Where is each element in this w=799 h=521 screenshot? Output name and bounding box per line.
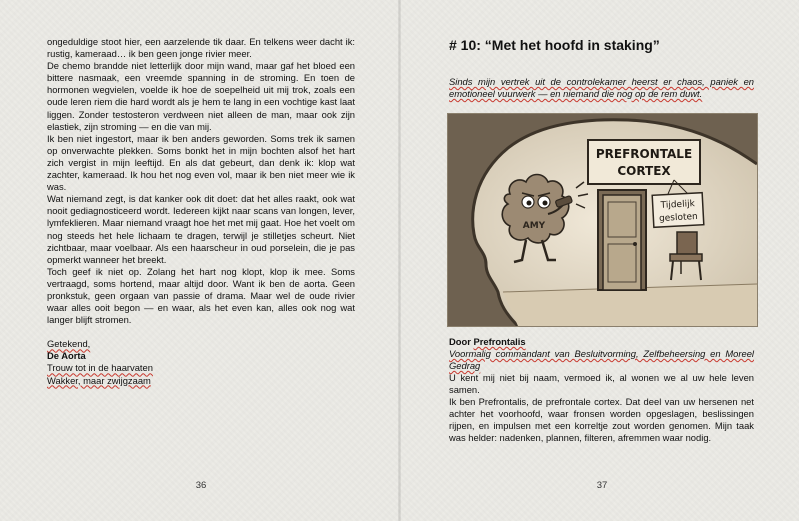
paragraph: De chemo brandde niet letterlijk door mijn wand, maar gaf het bloed een bittere nasmaak, een vreemde spanning in de stroming. En toen de hormonen wegvielen, voelde ik hoe de soepelheid uit mij trok, zoals een oude leren riem die hard wordt als je hem te lang in een vochtige kast laat liggen. Zonder testosteron verdween niet alleen de man, maar ook zijn elastiek, zijn stroming — en die van mij. [47,60,355,132]
illustration [447,113,758,327]
door-knob [633,242,637,246]
signature-signed: Getekend, [47,338,91,350]
byline-author-line [449,336,754,348]
signature-name: De Aorta [47,350,86,362]
sign-text-line-1: PREFRONTALE [595,147,693,161]
paragraph: ongeduldige stoot hier, een aarzelende tik daar. En telkens weer dacht ik: rustig, kameraad… ik ben geen jonge rivier meer. [47,36,355,60]
byline-prefix: Door [449,336,471,347]
chapter-title: # 10: “Met het hoofd in staking” [449,37,660,53]
right-page [401,0,799,521]
signature-block [47,338,355,386]
signature-line-1: Trouw tot in de haarvaten [47,362,153,374]
byline [449,336,754,444]
amy-label: AMY [522,221,546,231]
sign-text-line-2: CORTEX [617,164,671,178]
byline-author: Prefrontalis [473,336,526,347]
paragraph: Wat niemand zegt, is dat kanker ook dit doet: dat het alles raakt, ook wat nooit gediagnosticeerd wordt. Iedereen kijkt naar scans van longen, lever, lymfeklieren. Maar niemand vraagt hoe het met mij gaat. Hoe het voelt om nog steeds het hele lichaam te dragen, terwijl je stilletjes scheurt. Niet zichtbaar, maar voelbaar. Als een haarscheur in oud porselein, die je pas opmerkt wanneer het breekt. [47,193,355,265]
page-number-right: 37 [596,480,608,491]
left-body-text [47,36,355,387]
chapter-intro: Sinds mijn vertrek uit de controlekamer heerst er chaos, paniek en emotioneel vuurwerk — en niemand die nog op de rem duwt. [449,76,754,99]
signature-line-2: Wakker, maar zwijgzaam [47,374,151,386]
paragraph: Ik ben Prefrontalis, de prefrontale cortex. Dat deel van uw hersenen net achter het voorhoofd, waar fronsen worden opgeslagen, beslissingen rijpen, en impulsen met een korreltje zout worden genomen. Mijn taak was helder: nadenken, plannen, filteren, afremmen waar nodig. [449,396,754,443]
illustration-svg [448,114,757,326]
closed-sign-line-2: gesloten [658,211,699,224]
paragraph: Ik ben niet ingestort, maar ik ben anders geworden. Soms trek ik samen op onverwachte plekken. Soms bonkt het in mijn bochten alsof het hart zich vergist in mijn leeftijd. En als dat gebeurt, dan denk ik: klop wat zachter, kameraad. Ik hou het nog even vol, maar ik ben niet meer wie ik was. [47,132,355,193]
left-page [0,0,398,521]
page-number-left: 36 [195,480,207,491]
byline-role: Voormalig commandant van Besluitvorming, Zelfbeheersing en Moreel Gedrag [449,348,754,371]
paragraph: U kent mij niet bij naam, vermoed ik, al wonen we al uw hele leven samen. [449,372,754,395]
closed-sign-line-1: Tijdelijk [660,199,696,211]
paragraph: Toch geef ik niet op. Zolang het hart nog klopt, klop ik mee. Soms vertraagd, soms hortend, maar altijd door. Want ik ben de aorta. Geen pronkstuk, geen orgaan van passie of drama. Maar wel de oude rivier waar alles ooit begon — en waar, als het even kan, alles ook nog wat langer blijft stromen. [47,265,355,326]
